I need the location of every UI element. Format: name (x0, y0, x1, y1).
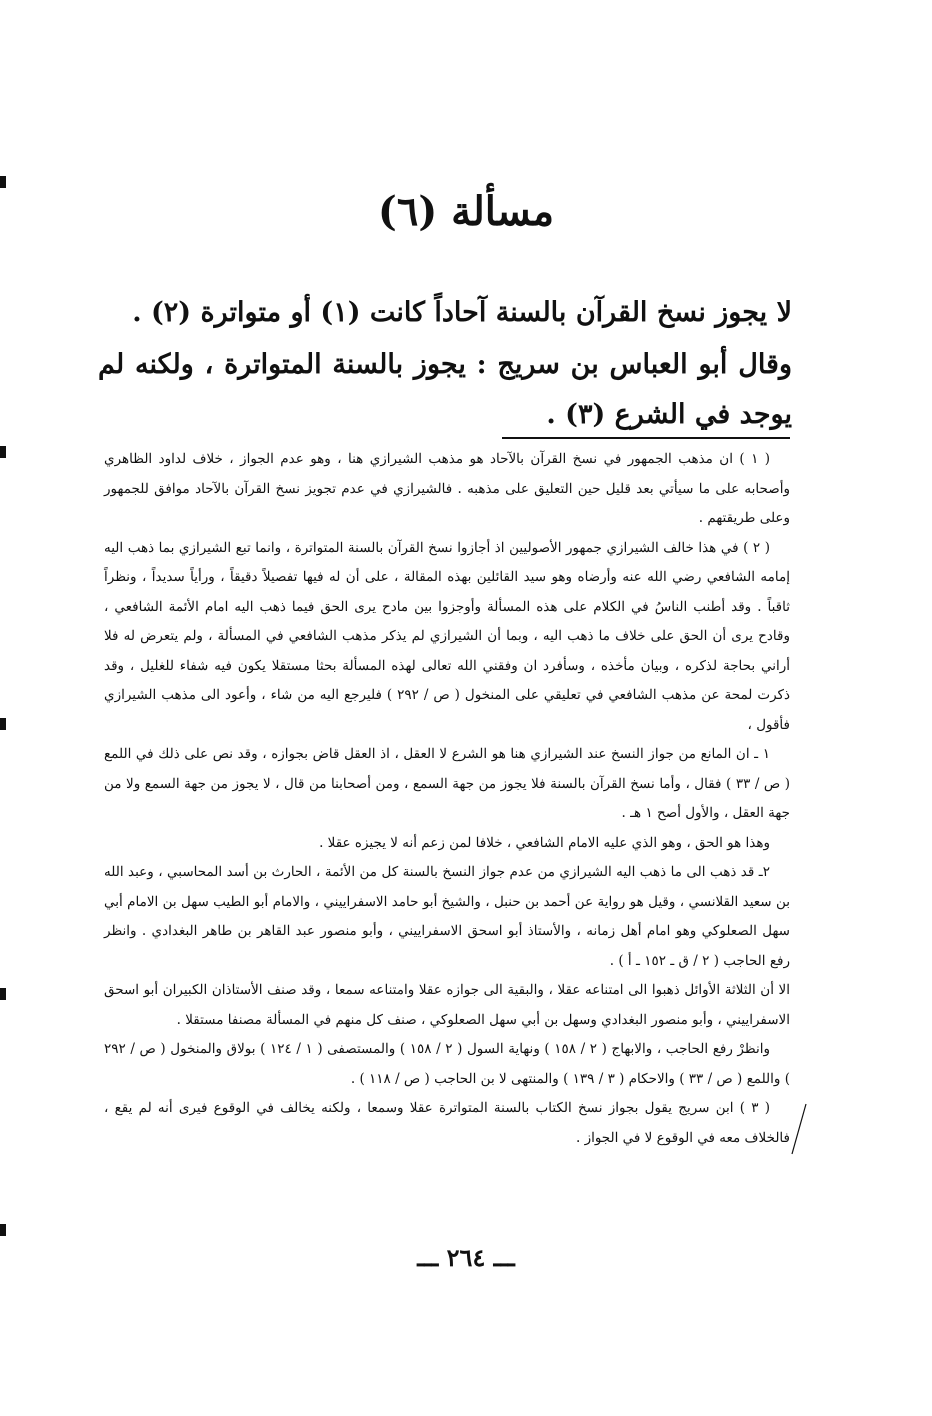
scan-edge-mark (0, 446, 6, 458)
main-text-line-1: لا يجوز نسخ القرآن بالسنة آحاداً كانت (١) أو متواترة (٢) . (132, 297, 792, 328)
footnote-3: ( ٣ ) ابن سريج يقول بجواز نسخ الكتاب بالسنة المتواترة عقلا وسمعا ، ولكنه يخالف في الوقوع فيرى أنه لم يقع ، فالخلاف معه في الوقوع لا في الجواز . (104, 1100, 790, 1146)
scan-edge-mark (0, 1224, 6, 1236)
section-heading: مسألة (٦) (377, 188, 555, 235)
scan-edge-mark (0, 718, 6, 730)
footnote-2-point-2: ٢ـ قد ذهب الى ما ذهب اليه الشيرازي من عدم جواز النسخ بالسنة كل من الأئمة ، الحارث بن أسد المحاسبي ، وعبد الله بن سعيد القلانسي ، وقيل هو رواية عن أحمد بن حنبل ، والشيخ أبو حامد الاسفراييني ، والامام أبو الطيب سهل بن الامام أبي سهل الصعلوكي وهو امام أهل زمانه ، والأستاذ أبو اسحق الاسفراييني ، وأبو منصور عبد القاهر بن طاهر البغدادي . وانظر رفع الحاجب ( ٢ / ق ـ ١٥٢ ـ أ ) . (104, 864, 790, 969)
footnote-2-continuation: الا أن الثلاثة الأوائل ذهبوا الى امتناعه عقلا ، والبقية الى جوازه عقلا وامتناعه سمعا ، وقد صنف الأستاذان الكبيران أبو اسحق الاسفراييني ، وأبو منصور البغدادي وسهل بن أبي سهل الصعلوكي ، صنف كل منهم في المسألة مصنفا مستقلا . (104, 982, 790, 1028)
scan-edge-mark (0, 988, 6, 1000)
footnotes (104, 445, 790, 1153)
page-number: ـــ ٢٦٤ ـــ (417, 1243, 515, 1272)
footnote-2: ( ٢ ) في هذا خالف الشيرازي جمهور الأصوليين اذ أجازوا نسخ القرآن بالسنة المتواترة ، وانما تبع الشيرازي بما ذهب اليه إمامه الشافعي رضي الله عنه وأرضاه وهو سيد القائلين بهذه المقالة ، على أن له فيها تفصيلاً دقيقاً ، ورأياً سديداً ، ونظراً ثاقباً . وقد أطنب الناسُ في الكلام على هذه المسألة وأوجزوا بين مادح يرى الحق فيما ذهب اليه امام الأئمة الشافعي ، وقادح يرى أن الحق على خلاف ما ذهب اليه ، وبما أن الشيرازي لم يذكر مذهب الشافعي في المسألة ، ولم يتعرض له فلا أراني بحاجة لذكره ، وبيان مأخذه ، وسأفرد ان وفقني الله تعالى لهذه المسألة بحثا مستقلا يكون فيه شفاء للغليل ، وقد ذكرت لمحة عن مذهب الشافعي في تعليقي على المنخول ( ص / ٢٩٢ ) فليرجع اليه من شاء ، وأعود الى مذهب الشيرازي فأقول ، (104, 539, 790, 733)
footnote-2-point-1: ١ ـ ان المانع من جواز النسخ عند الشيرازي هنا هو الشرع لا العقل ، اذ العقل قاض بجوازه ، وقد نص على ذلك في اللمع ( ص / ٣٣ ) فقال ، وأما نسخ القرآن بالسنة فلا يجوز من جهة السمع ، ومن أصحابنا من قال ، لا يجوز من جهة السمع ولا من جهة العقل ، والأول أصح ١ هـ . (104, 746, 791, 821)
handwritten-stroke-mark (788, 1102, 810, 1156)
footnote-1: ( ١ ) ان مذهب الجمهور في نسخ القرآن بالآحاد هو مذهب الشيرازي هنا ، وهو عدم الجواز ، خلاف لداود الظاهري وأصحابه على ما سيأتي بعد قليل حين التعليق على مذهبه . فالشيرازي في عدم تجويز نسخ القرآن بالآحاد موافق للجمهور وعلى طريقتهم . (104, 451, 790, 526)
footnote-2-remark: وهذا هو الحق ، وهو الذي عليه الامام الشافعي ، خلافا لمن زعم أنه لا يجيزه عقلا . (319, 834, 770, 851)
main-text-line-2: وقال أبو العباس بن سريج : يجوز بالسنة المتواترة ، ولكنه لم يوجد في الشرع (٣) . (98, 349, 792, 430)
scan-edge-mark (0, 176, 6, 188)
footnote-divider (502, 437, 790, 439)
footnote-2-references: وانظرْ رفع الحاجب ، والابهاج ( ٢ / ١٥٨ ) ونهاية السول ( ٢ / ١٥٨ ) والمستصفى ( ١ / ١٢٤ ) بولاق والمنخول ( ص / ٢٩٢ ) واللمع ( ص / ٣٣ ) والاحكام ( ٣ / ١٣٩ ) والمنتهى لا بن الحاجب ( ص / ١١٨ ) . (104, 1041, 790, 1087)
